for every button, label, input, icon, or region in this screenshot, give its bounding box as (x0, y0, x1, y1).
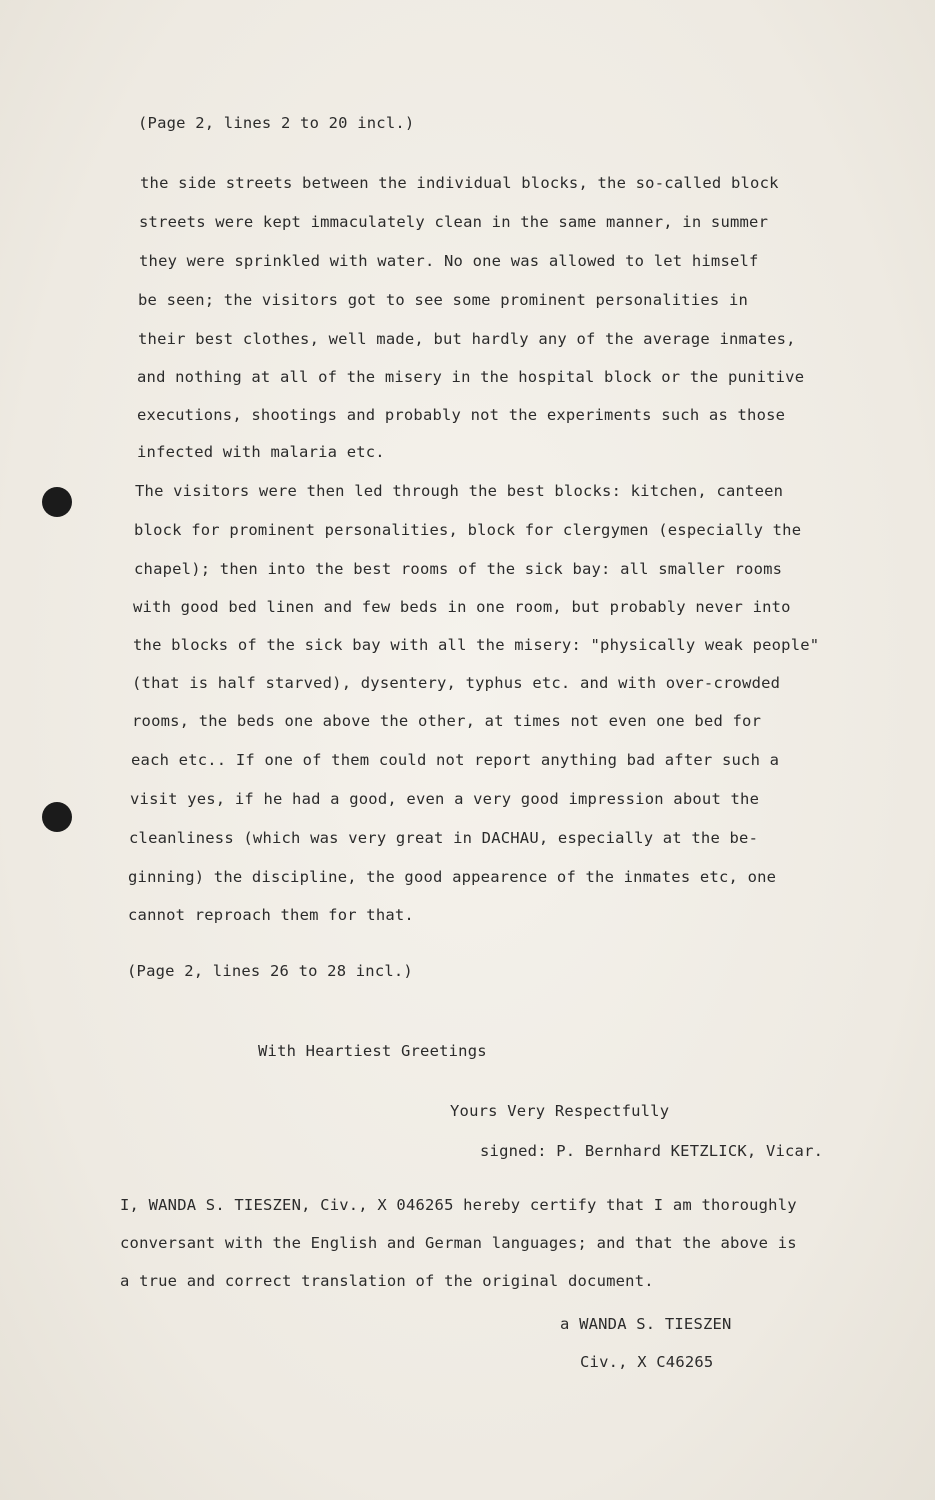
body-line: they were sprinkled with water. No one was allowed to let himself (139, 252, 759, 270)
greeting: With Heartiest Greetings (258, 1042, 487, 1060)
translator-id: Civ., X C46265 (580, 1353, 714, 1371)
body-line: executions, shootings and probably not the experiments such as those (137, 406, 786, 424)
body-line: chapel); then into the best rooms of the sick bay: all smaller rooms (134, 560, 783, 578)
body-line: visit yes, if he had a good, even a very good impression about the (130, 790, 760, 808)
body-line: cannot reproach them for that. (128, 906, 414, 924)
body-line: their best clothes, well made, but hardly any of the average inmates, (138, 330, 796, 348)
body-line: be seen; the visitors got to see some prominent personalities in (138, 291, 749, 309)
body-line: each etc.. If one of them could not report anything bad after such a (131, 751, 780, 769)
page-reference-1: (Page 2, lines 2 to 20 incl.) (138, 114, 415, 132)
translator-signature: a WANDA S. TIESZEN (560, 1315, 732, 1333)
body-line: the blocks of the sick bay with all the misery: "physically weak people" (133, 636, 820, 654)
page-reference-2: (Page 2, lines 26 to 28 incl.) (127, 962, 413, 980)
punch-hole-bottom (42, 802, 72, 832)
body-line: rooms, the beds one above the other, at times not even one bed for (132, 712, 762, 730)
body-line: ginning) the discipline, the good appearence of the inmates etc, one (128, 868, 777, 886)
body-line: (that is half starved), dysentery, typhus etc. and with over-crowded (132, 674, 781, 692)
body-line: the side streets between the individual blocks, the so-called block (140, 174, 779, 192)
certification-line: a true and correct translation of the original document. (120, 1272, 654, 1290)
body-line: with good bed linen and few beds in one room, but probably never into (133, 598, 791, 616)
body-line: streets were kept immaculately clean in the same manner, in summer (139, 213, 769, 231)
body-line: cleanliness (which was very great in DACHAU, especially at the be- (129, 829, 759, 847)
signature-line: signed: P. Bernhard KETZLICK, Vicar. (480, 1142, 824, 1160)
certification-line: I, WANDA S. TIESZEN, Civ., X 046265 hereby certify that I am thoroughly (120, 1196, 797, 1214)
body-line: and nothing at all of the misery in the hospital block or the punitive (137, 368, 805, 386)
certification-line: conversant with the English and German languages; and that the above is (120, 1234, 797, 1252)
punch-hole-top (42, 487, 72, 517)
closing: Yours Very Respectfully (450, 1102, 670, 1120)
body-line: block for prominent personalities, block for clergymen (especially the (134, 521, 802, 539)
body-line: The visitors were then led through the best blocks: kitchen, canteen (135, 482, 784, 500)
body-line: infected with malaria etc. (137, 443, 385, 461)
